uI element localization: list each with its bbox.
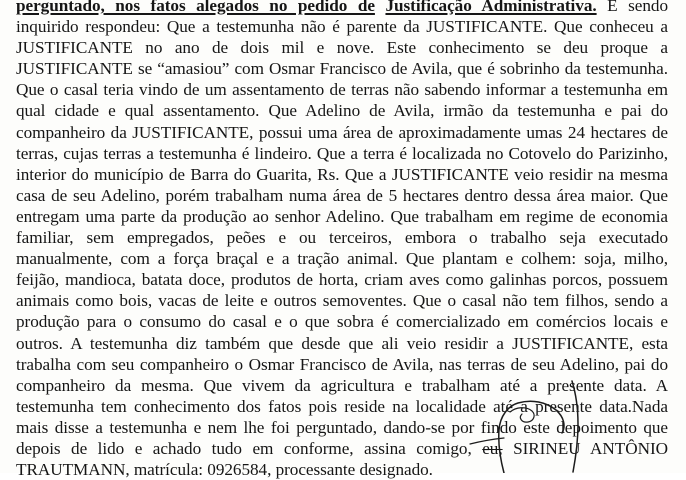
text-segment: casa de seu Adelino, porém trabalham numa área de 5 hectares dentro dessa área maior. Que (16, 185, 668, 205)
struck-through-text: eu, (482, 438, 503, 458)
text-line (16, 16, 668, 37)
text-line (16, 290, 668, 311)
text-line (16, 333, 668, 354)
text-segment: manualmente, com a força braçal e a tração animal. Que plantam e colhem: soja, milho, (16, 249, 668, 269)
text-segment: familiar, sem empregados, peões e ou terceiros, embora o trabalho seja executado (16, 228, 668, 248)
text-segment: trabalha com seu companheiro o Osmar Francisco de Avila, nas terras de seu Adelino, pai do (16, 354, 668, 374)
text-segment: JUSTIFICANTE se “amasiou” com Osmar Francisco de Avila, que é sobrinho da testemunha. (16, 59, 668, 79)
text-segment: companheiro da JUSTIFICANTE, possui uma área de aproximadamente umas 24 hectares de (16, 122, 668, 142)
text-segment: entregam uma parte da produção ao senhor Adelino. Que trabalham em regime de economia (16, 206, 668, 226)
text-line (16, 164, 668, 185)
text-line (16, 417, 668, 438)
text-segment: companheiro da mesma. Que vivem da agricultura e trabalham até a presente data. A (16, 375, 668, 395)
text-segment: E sendo (596, 0, 668, 15)
text-line (16, 354, 668, 375)
text-line (16, 122, 668, 143)
text-segment: SIRINEU ANTÔNIO (502, 438, 668, 458)
text-segment: produção para o consumo do casal e o que sobra é comercializado em comércios locais e (16, 312, 668, 332)
text-line (16, 459, 668, 480)
text-line (16, 375, 668, 396)
text-segment: TRAUTMANN, matrícula: 0926584, processante designado. (16, 460, 433, 480)
text-segment: inquirido respondeu: Que a testemunha não é parente da JUSTIFICANTE. Que conheceu a (16, 17, 668, 37)
underlined-heading-text: Justificação Administrativa. (385, 0, 597, 15)
text-segment: qual cidade e qual assentamento. Que Adelino de Avila, irmão da testemunha e pai do (16, 101, 668, 121)
text-line (16, 227, 668, 248)
text-segment: depois de lido e achado tudo em conforme, assina comigo, (16, 438, 483, 458)
text-line (16, 438, 668, 459)
text-line (16, 311, 668, 332)
text-segment: mais disse a testemunha e nem lhe foi perguntado, dando-se por findo este depoimento que (16, 417, 668, 437)
text-segment: interior do município de Barra do Guarita, Rs. Que a JUSTIFICANTE veio residir na mesma (16, 164, 668, 184)
text-segment: feijão, mandioca, batata doce, produtos de horta, criam aves como galinhas porcos, possuem (16, 270, 668, 290)
testimony-text (16, 0, 668, 480)
text-line (16, 58, 668, 79)
text-line (16, 396, 668, 417)
text-segment: JUSTIFICANTE no ano de dois mil e nove. Este conhecimento se deu proque a (16, 38, 668, 58)
text-line (16, 100, 668, 121)
text-segment: animais como bois, vacas de leite e outros semoventes. Que o casal não tem filhos, sendo a (16, 291, 668, 311)
text-segment (375, 0, 386, 15)
text-segment: terras, cujas terras a testemunha é lindeiro. Que a terra é localizada no Cotovelo do Parizinho, (16, 143, 668, 163)
text-line (16, 185, 668, 206)
text-line (16, 79, 668, 100)
text-line (16, 37, 668, 58)
underlined-heading-text: perguntado, nos fatos alegados no pedido de (16, 0, 375, 15)
text-segment: Que o casal teria vindo de um assentamento de terras não sabendo informar a testemunha em (16, 80, 668, 100)
text-line (16, 248, 668, 269)
text-line (16, 206, 668, 227)
text-line (16, 143, 668, 164)
text-line (16, 0, 668, 16)
text-line (16, 269, 668, 290)
text-segment: outros. A testemunha diz também que desde que ali veio residir a JUSTIFICANTE, esta (16, 333, 668, 353)
text-segment: testemunha tem conhecimento dos fatos pois reside na localidade até a presente data.Nada (16, 396, 668, 416)
